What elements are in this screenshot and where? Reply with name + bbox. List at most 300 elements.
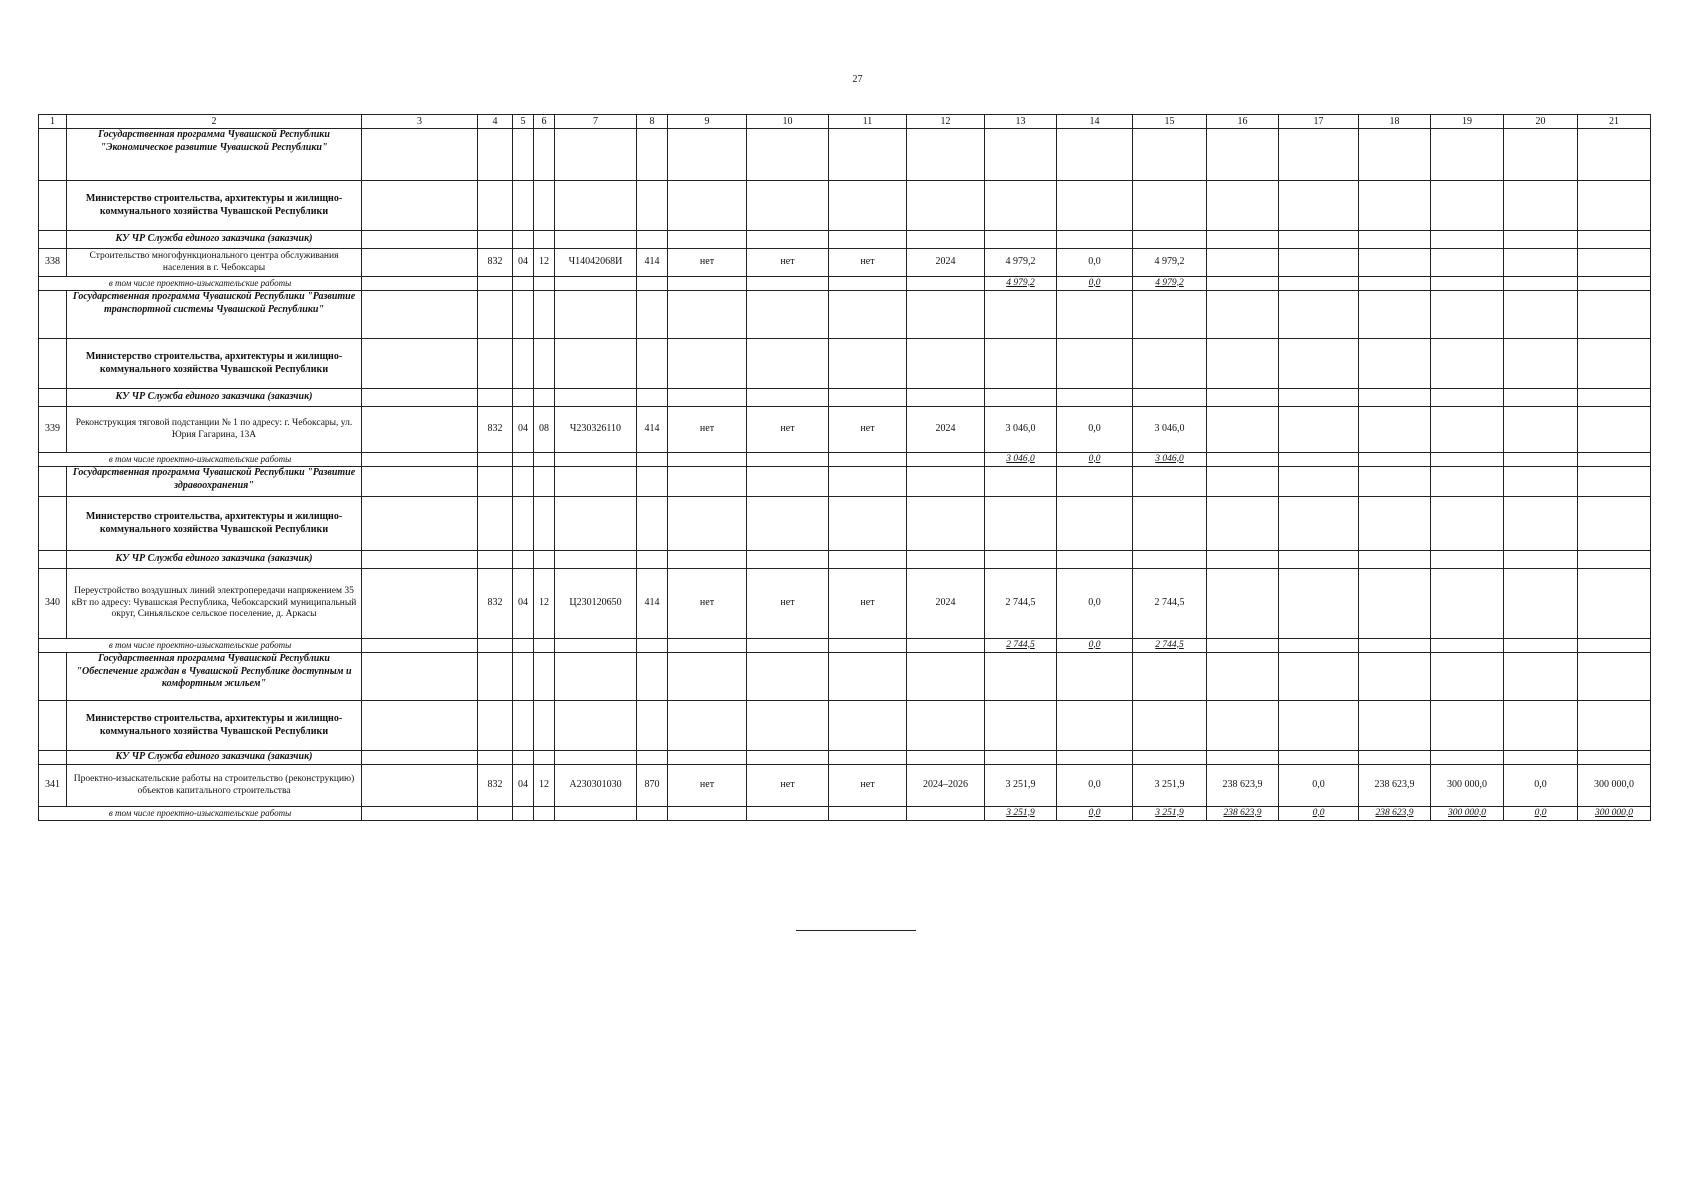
empty-cell: [534, 129, 555, 181]
empty-cell: [534, 639, 555, 653]
row-number: 339: [39, 407, 67, 453]
header-cell: 4: [478, 115, 513, 129]
header-cell: 7: [555, 115, 637, 129]
value-cell-c14: 0,0: [1057, 407, 1133, 453]
empty-cell: [39, 231, 67, 249]
empty-cell: [907, 807, 985, 821]
empty-cell: [1431, 751, 1504, 765]
empty-cell: [1207, 291, 1279, 339]
empty-cell: [362, 181, 478, 231]
design-works-row: [39, 807, 1651, 821]
object-row: [39, 407, 1651, 453]
empty-cell: [1431, 339, 1504, 389]
empty-cell: [829, 467, 907, 497]
design-value-c13: 3 251,9: [985, 807, 1057, 821]
object-row: [39, 765, 1651, 807]
customer-title: КУ ЧР Служба единого заказчика (заказчик): [67, 231, 362, 249]
empty-cell: [747, 551, 829, 569]
value-cell-c12: 2024: [907, 407, 985, 453]
header-cell: 17: [1279, 115, 1359, 129]
value-cell-c19: [1431, 249, 1504, 277]
empty-cell: [478, 639, 513, 653]
empty-cell: [668, 653, 747, 701]
empty-cell: [637, 231, 668, 249]
object-name: Строительство многофункционального центра обслуживания населения в г. Чебоксары: [67, 249, 362, 277]
page-number: 27: [852, 74, 863, 85]
empty-cell: [1504, 467, 1578, 497]
empty-cell: [534, 277, 555, 291]
empty-cell: [362, 751, 478, 765]
empty-cell: [1504, 701, 1578, 751]
empty-cell: [637, 751, 668, 765]
value-cell-c15: 3 046,0: [1133, 407, 1207, 453]
empty-cell: [478, 807, 513, 821]
header-cell: 5: [513, 115, 534, 129]
empty-cell: [747, 277, 829, 291]
design-value-c19: 300 000,0: [1431, 807, 1504, 821]
design-value-c17: [1279, 277, 1359, 291]
value-cell-c5: 04: [513, 765, 534, 807]
empty-cell: [513, 231, 534, 249]
design-works-row: [39, 639, 1651, 653]
empty-cell: [1578, 181, 1651, 231]
empty-cell: [1431, 653, 1504, 701]
design-value-c17: [1279, 639, 1359, 653]
value-cell-c19: [1431, 569, 1504, 639]
empty-cell: [907, 701, 985, 751]
value-cell-c12: 2024: [907, 569, 985, 639]
empty-cell: [478, 291, 513, 339]
empty-cell: [1578, 497, 1651, 551]
program-title: Государственная программа Чувашской Республики "Обеспечение граждан в Чувашской Республике доступным и комфортным жильем": [67, 653, 362, 701]
table-body: [39, 115, 1651, 821]
empty-cell: [478, 181, 513, 231]
value-cell-c10: нет: [747, 765, 829, 807]
empty-cell: [829, 497, 907, 551]
empty-cell: [1133, 751, 1207, 765]
value-cell-c16: [1207, 569, 1279, 639]
empty-cell: [668, 181, 747, 231]
design-value-c16: 238 623,9: [1207, 807, 1279, 821]
empty-cell: [1578, 339, 1651, 389]
design-value-c18: 238 623,9: [1359, 807, 1431, 821]
empty-cell: [985, 129, 1057, 181]
empty-cell: [534, 291, 555, 339]
value-cell-c21: [1578, 249, 1651, 277]
header-cell: 19: [1431, 115, 1504, 129]
empty-cell: [1133, 551, 1207, 569]
empty-cell: [478, 497, 513, 551]
value-cell-c9: нет: [668, 569, 747, 639]
empty-cell: [907, 639, 985, 653]
empty-cell: [1578, 751, 1651, 765]
empty-cell: [534, 751, 555, 765]
design-value-c18: [1359, 453, 1431, 467]
value-cell-c11: нет: [829, 407, 907, 453]
empty-cell: [1279, 339, 1359, 389]
empty-cell: [1279, 467, 1359, 497]
design-works-label: в том числе проектно-изыскательские работы: [39, 453, 362, 467]
empty-cell: [1279, 653, 1359, 701]
object-row: [39, 569, 1651, 639]
header-cell: 12: [907, 115, 985, 129]
design-works-label: в том числе проектно-изыскательские работы: [39, 277, 362, 291]
empty-cell: [362, 453, 478, 467]
empty-cell: [362, 339, 478, 389]
empty-cell: [534, 181, 555, 231]
design-value-c16: [1207, 277, 1279, 291]
empty-cell: [907, 277, 985, 291]
header-cell: 21: [1578, 115, 1651, 129]
customer-row: [39, 389, 1651, 407]
empty-cell: [478, 467, 513, 497]
empty-cell: [362, 407, 478, 453]
empty-cell: [1279, 129, 1359, 181]
empty-cell: [637, 551, 668, 569]
empty-cell: [985, 497, 1057, 551]
empty-cell: [1279, 231, 1359, 249]
empty-cell: [1057, 497, 1133, 551]
empty-cell: [555, 181, 637, 231]
empty-cell: [1504, 129, 1578, 181]
empty-cell: [1578, 551, 1651, 569]
empty-cell: [637, 453, 668, 467]
empty-cell: [513, 467, 534, 497]
empty-cell: [747, 701, 829, 751]
empty-cell: [513, 291, 534, 339]
empty-cell: [555, 639, 637, 653]
empty-cell: [1057, 389, 1133, 407]
value-cell-c9: нет: [668, 765, 747, 807]
empty-cell: [362, 277, 478, 291]
value-cell-c20: [1504, 569, 1578, 639]
empty-cell: [513, 277, 534, 291]
empty-cell: [534, 701, 555, 751]
value-cell-c19: 300 000,0: [1431, 765, 1504, 807]
value-cell-c11: нет: [829, 765, 907, 807]
design-value-c21: [1578, 639, 1651, 653]
empty-cell: [907, 339, 985, 389]
empty-cell: [534, 467, 555, 497]
empty-cell: [1057, 751, 1133, 765]
empty-cell: [1578, 291, 1651, 339]
empty-cell: [1504, 291, 1578, 339]
empty-cell: [1504, 653, 1578, 701]
empty-cell: [555, 129, 637, 181]
empty-cell: [478, 231, 513, 249]
empty-cell: [985, 653, 1057, 701]
empty-cell: [668, 277, 747, 291]
value-cell-c6: 12: [534, 765, 555, 807]
program-title: Государственная программа Чувашской Республики "Экономическое развитие Чувашской Республики": [67, 129, 362, 181]
header-cell: 8: [637, 115, 668, 129]
program-row: [39, 467, 1651, 497]
ministry-row: [39, 181, 1651, 231]
value-cell-c12: 2024–2026: [907, 765, 985, 807]
empty-cell: [1057, 339, 1133, 389]
empty-cell: [668, 291, 747, 339]
empty-cell: [1359, 389, 1431, 407]
value-cell-c13: 3 046,0: [985, 407, 1057, 453]
value-cell-c4: 832: [478, 407, 513, 453]
empty-cell: [1207, 701, 1279, 751]
empty-cell: [513, 551, 534, 569]
header-cell: 11: [829, 115, 907, 129]
value-cell-c8: 414: [637, 569, 668, 639]
empty-cell: [637, 497, 668, 551]
ministry-title: Министерство строительства, архитектуры и жилищно-коммунального хозяйства Чувашской Республики: [67, 339, 362, 389]
empty-cell: [829, 653, 907, 701]
empty-cell: [1207, 551, 1279, 569]
value-cell-c10: нет: [747, 407, 829, 453]
empty-cell: [1207, 231, 1279, 249]
empty-cell: [1504, 551, 1578, 569]
empty-cell: [1431, 551, 1504, 569]
empty-cell: [362, 129, 478, 181]
empty-cell: [668, 807, 747, 821]
customer-title: КУ ЧР Служба единого заказчика (заказчик): [67, 551, 362, 569]
empty-cell: [362, 639, 478, 653]
empty-cell: [555, 231, 637, 249]
empty-cell: [555, 497, 637, 551]
value-cell-c9: нет: [668, 249, 747, 277]
design-works-row: [39, 453, 1651, 467]
empty-cell: [555, 277, 637, 291]
value-cell-c21: [1578, 407, 1651, 453]
value-cell-c18: [1359, 569, 1431, 639]
empty-cell: [1207, 181, 1279, 231]
empty-cell: [907, 129, 985, 181]
empty-cell: [829, 551, 907, 569]
empty-cell: [362, 497, 478, 551]
empty-cell: [1057, 129, 1133, 181]
empty-cell: [637, 291, 668, 339]
empty-cell: [1279, 181, 1359, 231]
empty-cell: [668, 389, 747, 407]
empty-cell: [907, 291, 985, 339]
object-name: Переустройство воздушных линий электропередачи напряжением 35 кВт по адресу: Чувашская Республика, Чебоксарский муниципальный округ, Синьяльское сельское поселение, д. Аркасы: [67, 569, 362, 639]
empty-cell: [362, 389, 478, 407]
empty-cell: [513, 751, 534, 765]
value-cell-c13: 2 744,5: [985, 569, 1057, 639]
empty-cell: [1133, 339, 1207, 389]
empty-cell: [907, 467, 985, 497]
empty-cell: [747, 653, 829, 701]
empty-cell: [362, 807, 478, 821]
empty-cell: [1133, 181, 1207, 231]
header-cell: 14: [1057, 115, 1133, 129]
design-value-c19: [1431, 453, 1504, 467]
empty-cell: [362, 551, 478, 569]
empty-cell: [907, 751, 985, 765]
value-cell-c14: 0,0: [1057, 249, 1133, 277]
empty-cell: [1359, 339, 1431, 389]
customer-title: КУ ЧР Служба единого заказчика (заказчик): [67, 389, 362, 407]
empty-cell: [1578, 653, 1651, 701]
empty-cell: [1504, 751, 1578, 765]
empty-cell: [747, 389, 829, 407]
empty-cell: [1207, 467, 1279, 497]
empty-cell: [668, 231, 747, 249]
empty-cell: [1431, 467, 1504, 497]
empty-cell: [907, 181, 985, 231]
value-cell-c13: 3 251,9: [985, 765, 1057, 807]
empty-cell: [829, 291, 907, 339]
value-cell-c8: 414: [637, 249, 668, 277]
empty-cell: [985, 231, 1057, 249]
design-value-c17: [1279, 453, 1359, 467]
empty-cell: [534, 807, 555, 821]
empty-cell: [747, 453, 829, 467]
value-cell-c5: 04: [513, 569, 534, 639]
empty-cell: [829, 751, 907, 765]
design-value-c14: 0,0: [1057, 639, 1133, 653]
design-value-c21: [1578, 453, 1651, 467]
empty-cell: [1057, 701, 1133, 751]
empty-cell: [907, 497, 985, 551]
empty-cell: [555, 339, 637, 389]
empty-cell: [1057, 653, 1133, 701]
empty-cell: [478, 129, 513, 181]
empty-cell: [513, 497, 534, 551]
empty-cell: [1279, 291, 1359, 339]
empty-cell: [985, 551, 1057, 569]
empty-cell: [907, 231, 985, 249]
empty-cell: [362, 291, 478, 339]
design-value-c19: [1431, 277, 1504, 291]
empty-cell: [478, 339, 513, 389]
value-cell-c15: 2 744,5: [1133, 569, 1207, 639]
program-row: [39, 291, 1651, 339]
value-cell-c16: [1207, 249, 1279, 277]
empty-cell: [1504, 339, 1578, 389]
empty-cell: [1207, 129, 1279, 181]
empty-cell: [513, 807, 534, 821]
empty-cell: [668, 339, 747, 389]
value-cell-c18: [1359, 407, 1431, 453]
empty-cell: [534, 653, 555, 701]
value-cell-c15: 4 979,2: [1133, 249, 1207, 277]
empty-cell: [747, 291, 829, 339]
empty-cell: [668, 129, 747, 181]
empty-cell: [1279, 751, 1359, 765]
empty-cell: [39, 467, 67, 497]
value-cell-c5: 04: [513, 407, 534, 453]
object-name: Проектно-изыскательские работы на строительство (реконструкцию) объектов капитального строительства: [67, 765, 362, 807]
empty-cell: [362, 765, 478, 807]
empty-cell: [478, 453, 513, 467]
empty-cell: [907, 551, 985, 569]
value-cell-c14: 0,0: [1057, 765, 1133, 807]
program-title: Государственная программа Чувашской Республики "Развитие транспортной системы Чувашской Республики": [67, 291, 362, 339]
ministry-row: [39, 339, 1651, 389]
empty-cell: [1133, 231, 1207, 249]
empty-cell: [1431, 497, 1504, 551]
value-cell-c7: Ч14042068И: [555, 249, 637, 277]
design-value-c16: [1207, 639, 1279, 653]
empty-cell: [1359, 551, 1431, 569]
value-cell-c13: 4 979,2: [985, 249, 1057, 277]
value-cell-c7: А230301030: [555, 765, 637, 807]
empty-cell: [478, 389, 513, 407]
header-cell: 6: [534, 115, 555, 129]
empty-cell: [39, 291, 67, 339]
header-cell: 15: [1133, 115, 1207, 129]
empty-cell: [1504, 497, 1578, 551]
empty-cell: [985, 291, 1057, 339]
empty-cell: [1431, 701, 1504, 751]
empty-cell: [637, 701, 668, 751]
empty-cell: [637, 389, 668, 407]
design-value-c16: [1207, 453, 1279, 467]
empty-cell: [668, 639, 747, 653]
empty-cell: [1207, 653, 1279, 701]
value-cell-c18: [1359, 249, 1431, 277]
empty-cell: [1133, 497, 1207, 551]
design-value-c21: [1578, 277, 1651, 291]
empty-cell: [513, 639, 534, 653]
design-works-label: в том числе проектно-изыскательские работы: [39, 639, 362, 653]
empty-cell: [1133, 653, 1207, 701]
value-cell-c11: нет: [829, 249, 907, 277]
header-cell: 2: [67, 115, 362, 129]
empty-cell: [39, 497, 67, 551]
empty-cell: [478, 551, 513, 569]
empty-cell: [362, 701, 478, 751]
empty-cell: [1431, 231, 1504, 249]
design-value-c15: 4 979,2: [1133, 277, 1207, 291]
value-cell-c9: нет: [668, 407, 747, 453]
empty-cell: [637, 277, 668, 291]
empty-cell: [555, 551, 637, 569]
empty-cell: [555, 751, 637, 765]
empty-cell: [637, 807, 668, 821]
empty-cell: [534, 231, 555, 249]
empty-cell: [39, 751, 67, 765]
value-cell-c15: 3 251,9: [1133, 765, 1207, 807]
header-cell: 18: [1359, 115, 1431, 129]
design-value-c21: 300 000,0: [1578, 807, 1651, 821]
empty-cell: [668, 751, 747, 765]
empty-cell: [985, 389, 1057, 407]
value-cell-c4: 832: [478, 569, 513, 639]
value-cell-c14: 0,0: [1057, 569, 1133, 639]
customer-title: КУ ЧР Служба единого заказчика (заказчик): [67, 751, 362, 765]
empty-cell: [1279, 389, 1359, 407]
empty-cell: [1133, 129, 1207, 181]
empty-cell: [1057, 231, 1133, 249]
empty-cell: [1359, 751, 1431, 765]
header-cell: 16: [1207, 115, 1279, 129]
empty-cell: [907, 453, 985, 467]
empty-cell: [829, 701, 907, 751]
empty-cell: [555, 291, 637, 339]
program-title: Государственная программа Чувашской Республики "Развитие здравоохранения": [67, 467, 362, 497]
value-cell-c20: [1504, 249, 1578, 277]
empty-cell: [747, 751, 829, 765]
empty-cell: [829, 807, 907, 821]
value-cell-c6: 08: [534, 407, 555, 453]
empty-cell: [1207, 389, 1279, 407]
value-cell-c16: [1207, 407, 1279, 453]
empty-cell: [1578, 467, 1651, 497]
value-cell-c4: 832: [478, 765, 513, 807]
empty-cell: [1359, 653, 1431, 701]
value-cell-c6: 12: [534, 569, 555, 639]
empty-cell: [829, 639, 907, 653]
empty-cell: [1279, 701, 1359, 751]
value-cell-c19: [1431, 407, 1504, 453]
